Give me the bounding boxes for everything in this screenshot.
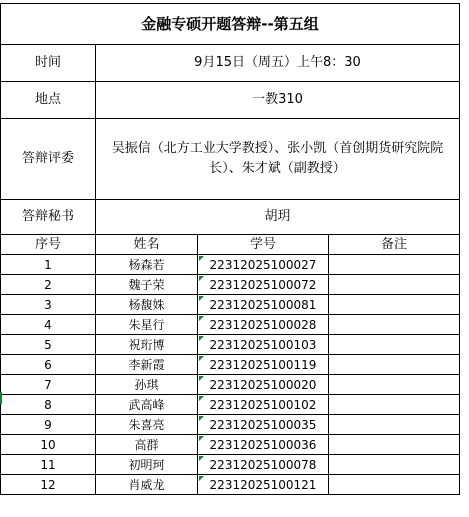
cell-id[interactable]: 22312025100081 [198, 295, 329, 315]
cell-id[interactable]: 22312025100072 [198, 275, 329, 295]
cell-note[interactable] [329, 295, 460, 315]
cell-note[interactable] [329, 435, 460, 455]
cell-name[interactable]: 朱喜亮 [96, 415, 198, 435]
cell-id[interactable]: 22312025100121 [198, 475, 329, 495]
cell-note[interactable] [329, 335, 460, 355]
text-number-flag-icon [199, 356, 204, 361]
cell-no[interactable]: 1 [1, 255, 96, 275]
cell-name[interactable]: 李新霞 [96, 355, 198, 375]
cell-no[interactable]: 9 [1, 415, 96, 435]
text-number-flag-icon [199, 456, 204, 461]
table-row [1, 415, 460, 435]
cell-name[interactable]: 朱星行 [96, 315, 198, 335]
cell-name[interactable]: 魏子荣 [96, 275, 198, 295]
secretary-label[interactable]: 答辩秘书 [1, 200, 96, 235]
cell-no[interactable]: 6 [1, 355, 96, 375]
table-row [1, 435, 460, 455]
table-row [1, 375, 460, 395]
cell-id[interactable]: 22312025100103 [198, 335, 329, 355]
text-number-flag-icon [199, 376, 204, 381]
table-row [1, 275, 460, 295]
table-row [1, 395, 460, 415]
cell-no[interactable]: 5 [1, 335, 96, 355]
cell-id[interactable]: 22312025100035 [198, 415, 329, 435]
secretary-value[interactable]: 胡玥 [96, 200, 460, 235]
committee-label[interactable]: 答辩评委 [1, 119, 96, 200]
defense-schedule-table [0, 3, 460, 495]
cell-note[interactable] [329, 375, 460, 395]
cell-note[interactable] [329, 355, 460, 375]
cell-note[interactable] [329, 395, 460, 415]
cell-id[interactable]: 22312025100028 [198, 315, 329, 335]
cell-no[interactable]: 8 [1, 395, 96, 415]
cell-name[interactable]: 初明珂 [96, 455, 198, 475]
place-label[interactable]: 地点 [1, 82, 96, 119]
table-row [1, 475, 460, 495]
row-marker [0, 392, 2, 404]
cell-no[interactable]: 12 [1, 475, 96, 495]
cell-note[interactable] [329, 315, 460, 335]
cell-name[interactable]: 孙琪 [96, 375, 198, 395]
cell-no[interactable]: 3 [1, 295, 96, 315]
table-row [1, 255, 460, 275]
text-number-flag-icon [199, 336, 204, 341]
cell-no[interactable]: 4 [1, 315, 96, 335]
cell-id[interactable]: 22312025100020 [198, 375, 329, 395]
cell-no[interactable]: 2 [1, 275, 96, 295]
place-value[interactable]: 一教310 [96, 82, 460, 119]
cell-note[interactable] [329, 455, 460, 475]
committee-value[interactable]: 吴振信（北方工业大学教授）、张小凯（首创期货研究院院长）、朱才斌（副教授） [96, 119, 460, 200]
column-header-id[interactable]: 学号 [198, 235, 329, 255]
cell-name[interactable]: 高群 [96, 435, 198, 455]
text-number-flag-icon [199, 476, 204, 481]
cell-id[interactable]: 22312025100027 [198, 255, 329, 275]
column-header-name[interactable]: 姓名 [96, 235, 198, 255]
cell-name[interactable]: 祝珩博 [96, 335, 198, 355]
student-rows [1, 255, 460, 495]
time-label[interactable]: 时间 [1, 45, 96, 82]
cell-name[interactable]: 杨馥姝 [96, 295, 198, 315]
table-row [1, 355, 460, 375]
column-header-no[interactable]: 序号 [1, 235, 96, 255]
cell-note[interactable] [329, 255, 460, 275]
column-header-note[interactable]: 备注 [329, 235, 460, 255]
text-number-flag-icon [199, 396, 204, 401]
table-row [1, 335, 460, 355]
cell-id[interactable]: 22312025100102 [198, 395, 329, 415]
time-value[interactable]: 9月15日（周五）上午8：30 [96, 45, 460, 82]
table-title[interactable]: 金融专硕开题答辩--第五组 [1, 4, 460, 45]
table-row [1, 455, 460, 475]
cell-name[interactable]: 杨森若 [96, 255, 198, 275]
text-number-flag-icon [199, 276, 204, 281]
text-number-flag-icon [199, 316, 204, 321]
text-number-flag-icon [199, 296, 204, 301]
cell-name[interactable]: 武高峰 [96, 395, 198, 415]
cell-id[interactable]: 22312025100119 [198, 355, 329, 375]
text-number-flag-icon [199, 256, 204, 261]
text-number-flag-icon [199, 416, 204, 421]
cell-id[interactable]: 22312025100036 [198, 435, 329, 455]
cell-id[interactable]: 22312025100078 [198, 455, 329, 475]
cell-note[interactable] [329, 275, 460, 295]
table-row [1, 315, 460, 335]
cell-note[interactable] [329, 475, 460, 495]
cell-note[interactable] [329, 415, 460, 435]
text-number-flag-icon [199, 436, 204, 441]
cell-no[interactable]: 10 [1, 435, 96, 455]
cell-no[interactable]: 7 [1, 375, 96, 395]
cell-no[interactable]: 11 [1, 455, 96, 475]
table-row [1, 295, 460, 315]
cell-name[interactable]: 肖威龙 [96, 475, 198, 495]
